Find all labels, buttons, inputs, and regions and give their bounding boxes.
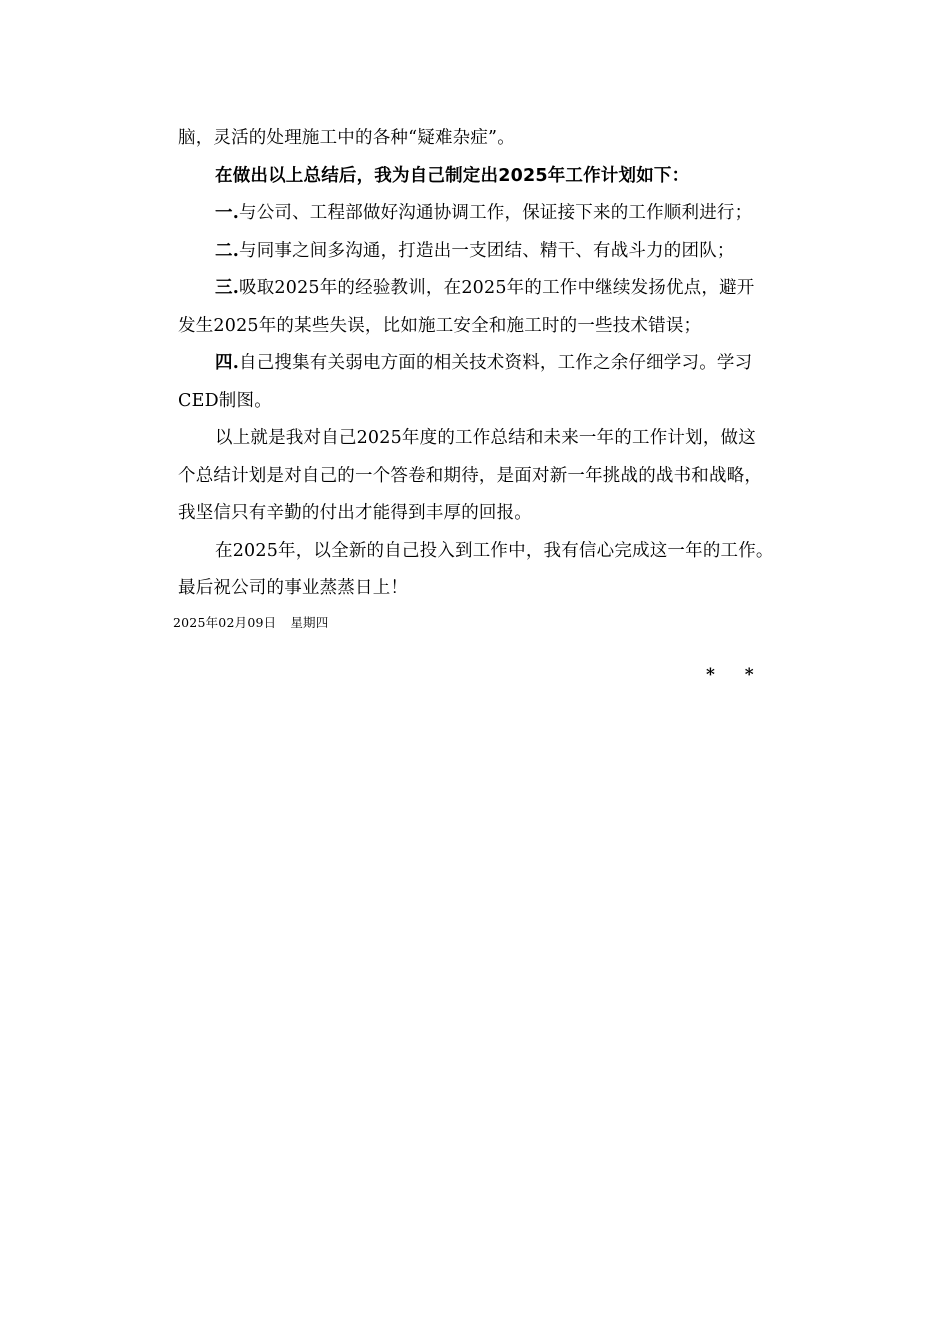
closing-line-2: 最后祝公司的事业蒸蒸日上！ [178,578,409,598]
closing-line-1: 在2025年，以全新的自己投入到工作中，我有信心完成这一年的工作。 [215,540,774,561]
summary-line-2: 个总结计划是对自己的一个答卷和期待，是面对新一年挑战的战书和战略， [178,465,763,486]
paragraph-intro-tail: 脑，灵活的处理施工中的各种“疑难杂症”。 [178,128,515,148]
plan-item-3-number: 三. [215,278,239,298]
plan-item-2-number: 二. [215,240,239,261]
plan-item-3-text-line1: 吸取2025年的经验教训，在2025年的工作中继续发扬优点，避开 [239,278,755,298]
plan-heading: 在做出以上总结后，我为自己制定出2025年工作计划如下： [215,165,690,186]
plan-item-4 [178,345,820,383]
plan-item-2 [178,233,820,271]
plan-item-3 [178,270,820,308]
plan-item-1-number: 一. [215,203,239,223]
document-date [173,614,328,632]
weekday-text: 星期四 [290,615,329,630]
plan-item-4-text-line2: CED制图。 [178,390,272,411]
date-text: 2025年02月09日 [173,615,277,630]
plan-item-4-text-line1: 自己搜集有关弱电方面的相关技术资料，工作之余仔细学习。学习 [239,353,753,373]
plan-item-1-text: 与公司、工程部做好沟通协调工作，保证接下来的工作顺利进行； [239,203,753,223]
plan-item-4-number: 四. [215,353,239,373]
document-body [178,120,820,608]
plan-item-1 [178,195,820,233]
summary-line-3: 我坚信只有辛勤的付出才能得到丰厚的回报。 [178,503,532,523]
plan-item-3-text-line2: 发生2025年的某些失误，比如施工安全和施工时的一些技术错误； [178,315,702,336]
summary-line-1: 以上就是我对自己2025年度的工作总结和未来一年的工作计划，做这 [215,428,756,448]
signature-stars: * * [706,665,766,685]
plan-item-2-text: 与同事之间多沟通，打造出一支团结、精干、有战斗力的团队； [239,240,735,261]
